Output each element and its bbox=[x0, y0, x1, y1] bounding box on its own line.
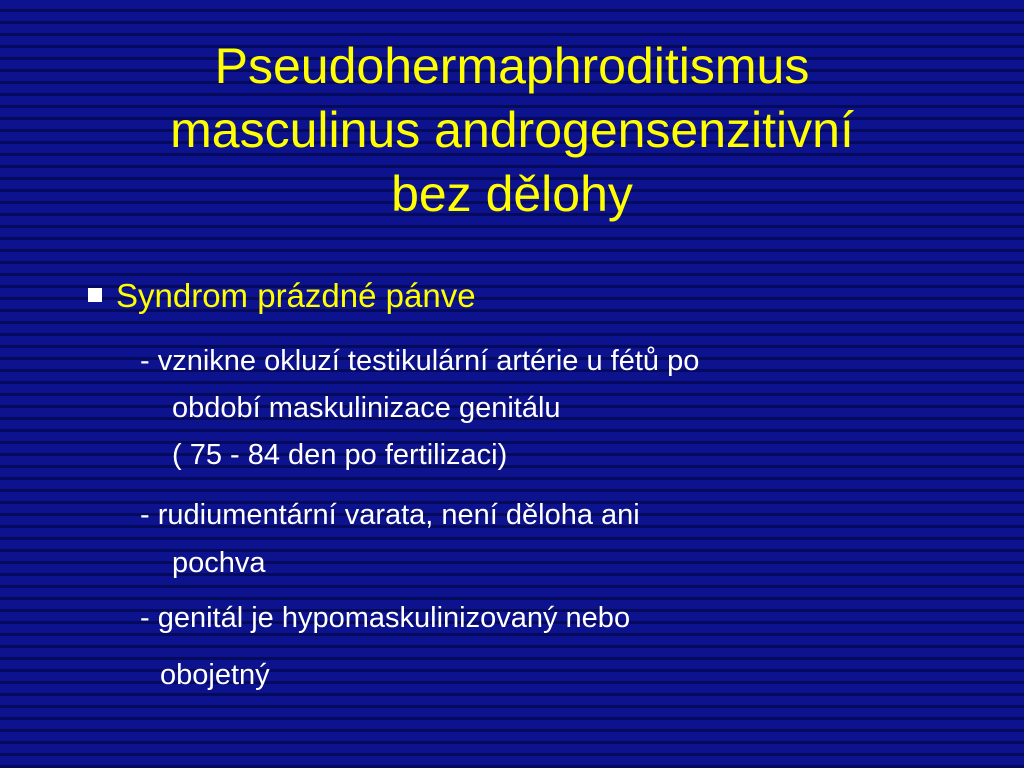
item-2-line-1: - rudiumentární varata, není děloha ani bbox=[140, 499, 640, 531]
title-line-3: bez dělohy bbox=[391, 166, 633, 222]
item-1-line-2: období maskulinizace genitálu bbox=[172, 392, 561, 424]
item-1-line-3: ( 75 - 84 den po fertilizaci) bbox=[172, 439, 508, 471]
bullet-text: Syndrom prázdné pánve bbox=[116, 277, 476, 314]
bullet-item bbox=[88, 273, 476, 319]
item-3-line-2: obojetný bbox=[160, 659, 270, 691]
item-3-line-1: - genitál je hypomaskulinizovaný nebo bbox=[140, 602, 631, 634]
item-1-line-1: - vznikne okluzí testikulární artérie u fétů po bbox=[140, 345, 700, 377]
square-bullet-icon bbox=[88, 288, 102, 302]
title-line-2: masculinus androgensenzitivní bbox=[170, 102, 854, 158]
title-line-1: Pseudohermaphroditismus bbox=[214, 38, 810, 94]
item-2-line-2: pochva bbox=[172, 547, 266, 579]
